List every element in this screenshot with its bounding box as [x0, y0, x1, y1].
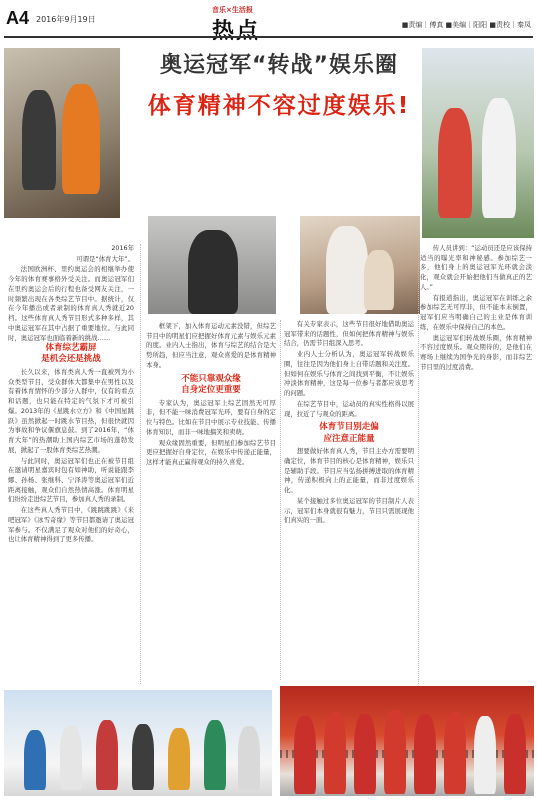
headline-subtitle: 体育精神不容过度娱乐! [147, 93, 411, 119]
photo-athlete-portrait [148, 216, 276, 314]
column-divider [280, 320, 281, 680]
column-divider [418, 244, 419, 684]
section-heading: 不能只靠观众缘 自身定位更重要 [181, 373, 241, 396]
paragraph: 法国欧洲杯、里约奥运会的相继举办使今年的体育赛事格外受关注。而奥运冠军们在里约奥运会后的行程也备受网友关注，一时频繁出现在各类综艺节目中。据统计，仅在今年播出或者录制的体育真人秀就近20档。这些体育真人秀节目形式多种多样，其中奥运冠军在其中占据了重要地位。与此同时，奥运冠军也面临着新的挑战…… [8, 265, 134, 342]
paragraph: 某个接触过多位奥运冠军的节目制片人表示，冠军们本身就很有魅力，节目只需展现他们真实的一面。 [284, 496, 414, 525]
section-heading: 体育综艺霸屏 是机会还是挑战 [41, 343, 101, 365]
paragraph: 奥运冠军们转战娱乐圈，体育精神不容过度娱乐。观众期待的，是他们在赛场上继续为国争光的身影，而非综艺节目里的过度消费。 [420, 333, 532, 371]
paragraph: 传人员讲到：“运动员还是应该保持适当的曝光率和神秘感。参加综艺一多，他们身上的奥运冠军光环就会淡化，观众就会开始把他们当做真正的艺人。” [420, 244, 532, 291]
paragraph: 框架下，加入体育运动元素没错，但综艺节目中的明星们应把握好体育元素与娱乐元素的度。业内人士指出，体育与综艺的结合是大势所趋，但应当注意，观众喜爱的是体育精神本身。 [146, 322, 276, 369]
paragraph: 业内人士分析认为，奥运冠军转战娱乐圈，往往是因为他们身上自带话题和关注度。但如何在娱乐与体育之间找到平衡，不让娱乐冲淡体育精神，这是每一位参与者都应该思考的问题。 [284, 350, 414, 398]
intro-column [8, 244, 134, 344]
paragraph: 2016年 [111, 244, 134, 252]
editor-credits: ■责编｜傅真 ■美编｜阳阳 ■责校｜秦凤 [401, 21, 531, 29]
paragraph: 与此同时，奥运冠军们也正在被节目组在邀请明星嘉宾时包有如神助，听说能跟李娜、孙杨、张继科、宁泽涛等奥运冠军们近距离接触，观众们自然热情高涨。体育明星们纷纷走进综艺节目，参加真人秀的录制。 [8, 456, 134, 504]
paragraph: 有关专家表示，这些节目很好地借助奥运冠军带来的话题性，但如何把体育精神与娱乐结合，仍需节目组深入思考。 [284, 320, 414, 348]
photo-volleyball-team [280, 686, 534, 796]
paragraph: 专家认为，奥运冠军上综艺固然无可厚非，但不能一味消费冠军光环，要有自身的定位与特色。比如在节目中展示专业技能、传播体育知识，而非一味地搞笑和卖萌。 [146, 398, 276, 436]
photo-athletes-pair [4, 48, 120, 218]
headline-title: 奥运冠军“转战”娱乐圈 [160, 53, 398, 78]
paragraph: 观众缘固然重要，但明星们参加综艺节目更应把握好自身定位，在娱乐中传递正能量，这样才能真正赢得观众的持久喜爱。 [146, 438, 276, 467]
photo-athlete-family [300, 216, 420, 314]
header-rule [4, 36, 533, 38]
newspaper-logo: 音乐×生活报 [212, 6, 253, 14]
column-name: 热点 [212, 18, 261, 44]
article-column-4 [420, 244, 532, 374]
paragraph: 想要做好体育真人秀，节目主办方需要明确定位，体育节目的核心是体育精神，娱乐只是辅助手段。节目应当弘扬拼搏进取的体育精神，传递积极向上的正能量，而非过度娱乐化。 [284, 447, 414, 495]
paragraph: 可谓是“体育大年”。 [76, 254, 134, 263]
article-column-2 [146, 322, 276, 469]
photo-snow-group [4, 690, 272, 796]
headline-block [118, 48, 440, 120]
article-column-1 [8, 340, 134, 546]
issue-date: 2016年9月19日 [36, 15, 96, 24]
article-column-3 [284, 320, 414, 527]
page-number: A4 [6, 8, 30, 28]
paragraph: 在这些真人秀节目中，《跳跳跳跳》《来吧冠军》《冰雪奇缘》等节目都邀请了奥运冠军参与。不仅满足了观众对他们的好奇心，也让体育精神得到了更多传播。 [8, 506, 134, 544]
paragraph: 有报道指出，奥运冠军在训练之余参加综艺无可厚非，但不能本末倒置，冠军们应当明确自己的主业是体育训练，在娱乐中保持自己的本色。 [420, 293, 532, 331]
column-divider [140, 244, 141, 684]
page-header [0, 0, 537, 44]
section-heading: 体育节目别走偏 应注意正能量 [319, 422, 379, 444]
paragraph: 长久以来，体育类真人秀一直被列为小众类型节目，受众群体大都集中在男性以及有着体育情怀的少部分人群中，仅有的看点和话题，也只能在特定的气氛下才可被引爆。2013年的《星跳水立方》和《中国星跳跃》虽然掀起一时跳水节目热，但很快就因为事故和争议偃旗息鼓。到了2016年，“体育大年”的热潮助上国内综艺市场的蓬勃发展，掀起了一股体育类综艺热潮。 [8, 367, 134, 454]
paragraph: 在综艺节目中，运动员的真实性格得以展现，拉近了与观众的距离。 [284, 399, 414, 418]
